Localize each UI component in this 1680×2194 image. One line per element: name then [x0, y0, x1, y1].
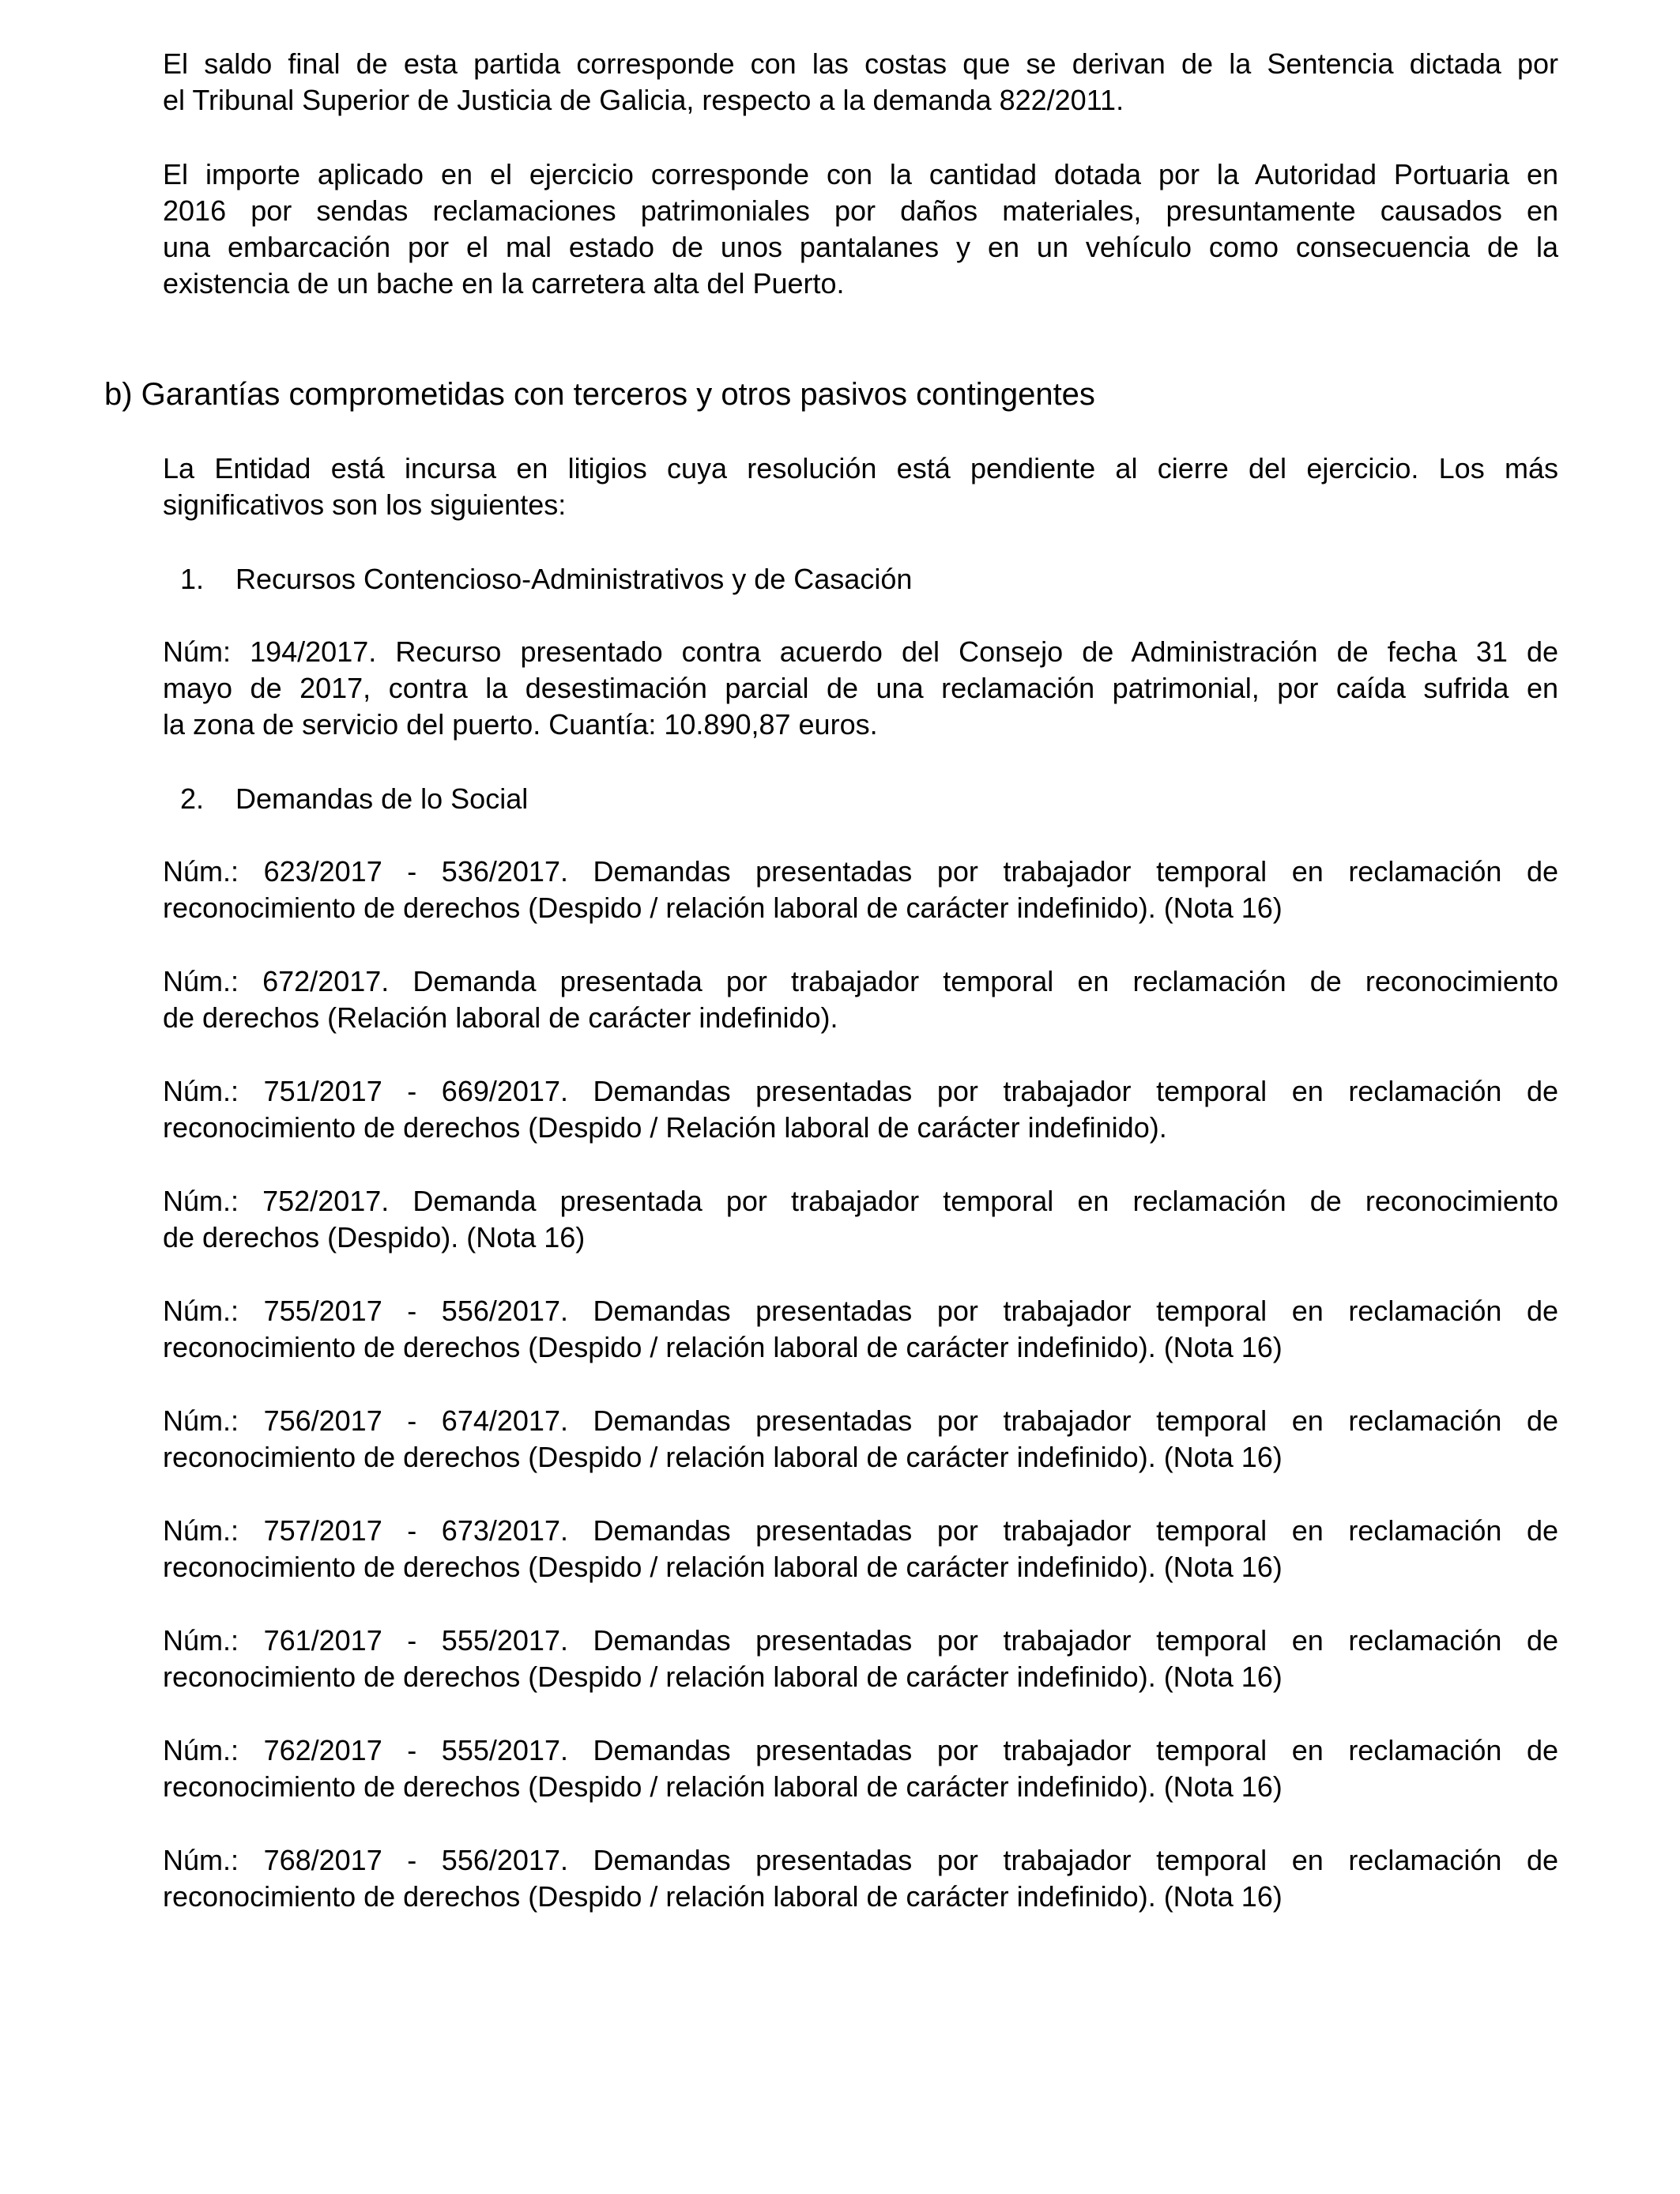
text-line: Núm.: 752/2017. Demanda presentada por trabajador temporal en reclamación de reconocimiento — [163, 1185, 1558, 1217]
paragraph-demanda — [163, 1513, 1558, 1585]
list-item-recursos — [180, 561, 912, 598]
text-line: reconocimiento de derechos (Despido / relación laboral de carácter indefinido). (Nota 16) — [163, 1331, 1283, 1363]
text-line: Núm.: 757/2017 - 673/2017. Demandas presentadas por trabajador temporal en reclamación de — [163, 1514, 1558, 1547]
text-line: Núm.: 755/2017 - 556/2017. Demandas presentadas por trabajador temporal en reclamación de — [163, 1295, 1558, 1327]
text-line: el Tribunal Superior de Justicia de Galicia, respecto a la demanda 822/2011. — [163, 84, 1124, 116]
text-line: El saldo final de esta partida corresponde con las costas que se derivan de la Sentencia dictada por — [163, 47, 1558, 80]
paragraph-demanda — [163, 1183, 1558, 1256]
text-line: Núm.: 761/2017 - 555/2017. Demandas presentadas por trabajador temporal en reclamación de — [163, 1624, 1558, 1657]
paragraph-importe-aplicado — [163, 156, 1558, 302]
text-line: significativos son los siguientes: — [163, 488, 567, 521]
text-line: Núm.: 672/2017. Demanda presentada por trabajador temporal en reclamación de reconocimiento — [163, 965, 1558, 997]
text-line: reconocimiento de derechos (Despido / relación laboral de carácter indefinido). (Nota 16) — [163, 1770, 1283, 1803]
list-item-demandas — [180, 781, 528, 817]
text-line: reconocimiento de derechos (Despido / Relación laboral de carácter indefinido). — [163, 1111, 1167, 1144]
paragraph-recurso-194 — [163, 634, 1558, 743]
text-line: reconocimiento de derechos (Despido / relación laboral de carácter indefinido). (Nota 16) — [163, 1661, 1283, 1693]
text-line: de derechos (Despido). (Nota 16) — [163, 1221, 586, 1253]
text-line: reconocimiento de derechos (Despido / relación laboral de carácter indefinido). (Nota 16) — [163, 1551, 1283, 1583]
list-number: 2. — [180, 782, 205, 815]
text-line: Núm.: 756/2017 - 674/2017. Demandas presentadas por trabajador temporal en reclamación de — [163, 1404, 1558, 1437]
text-line: 2016 por sendas reclamaciones patrimoniales por daños materiales, presuntamente causados en — [163, 194, 1558, 227]
text-line: Núm.: 751/2017 - 669/2017. Demandas presentadas por trabajador temporal en reclamación de — [163, 1075, 1558, 1107]
section-heading: b) Garantías comprometidas con terceros y otros pasivos contingentes — [104, 377, 1095, 412]
text-line: Núm.: 768/2017 - 556/2017. Demandas presentadas por trabajador temporal en reclamación de — [163, 1844, 1558, 1876]
paragraph-demanda — [163, 1403, 1558, 1476]
text-line: La Entidad está incursa en litigios cuya resolución está pendiente al cierre del ejercicio. Los más — [163, 452, 1558, 484]
paragraph-demanda — [163, 1842, 1558, 1915]
paragraph-demanda — [163, 1073, 1558, 1146]
text-line: existencia de un bache en la carretera alta del Puerto. — [163, 267, 845, 300]
text-line: reconocimiento de derechos (Despido / relación laboral de carácter indefinido). (Nota 16) — [163, 1880, 1283, 1913]
paragraph-saldo-final — [163, 46, 1558, 119]
paragraph-demanda — [163, 963, 1558, 1036]
list-label: Recursos Contencioso-Administrativos y de Casación — [235, 563, 913, 595]
paragraph-demanda — [163, 1732, 1558, 1805]
text-line: de derechos (Relación laboral de carácter indefinido). — [163, 1001, 838, 1034]
text-line: reconocimiento de derechos (Despido / relación laboral de carácter indefinido). (Nota 16) — [163, 1441, 1283, 1473]
text-line: la zona de servicio del puerto. Cuantía: 10.890,87 euros. — [163, 708, 878, 741]
paragraph-demanda — [163, 854, 1558, 926]
text-line: Núm.: 762/2017 - 555/2017. Demandas presentadas por trabajador temporal en reclamación de — [163, 1734, 1558, 1766]
text-line: Núm.: 623/2017 - 536/2017. Demandas presentadas por trabajador temporal en reclamación de — [163, 855, 1558, 888]
paragraph-demanda — [163, 1623, 1558, 1695]
list-label: Demandas de lo Social — [235, 782, 529, 815]
paragraph-demanda — [163, 1293, 1558, 1366]
text-line: Núm: 194/2017. Recurso presentado contra acuerdo del Consejo de Administración de fecha 31 de — [163, 635, 1558, 668]
text-line: reconocimiento de derechos (Despido / relación laboral de carácter indefinido). (Nota 16) — [163, 892, 1283, 924]
list-number: 1. — [180, 563, 205, 595]
text-line: El importe aplicado en el ejercicio corresponde con la cantidad dotada por la Autoridad Portuaria en — [163, 158, 1558, 190]
text-line: mayo de 2017, contra la desestimación parcial de una reclamación patrimonial, por caída sufrida en — [163, 672, 1558, 704]
text-line: una embarcación por el mal estado de unos pantalanes y en un vehículo como consecuencia de la — [163, 231, 1558, 263]
paragraph-litigios-intro — [163, 450, 1558, 523]
